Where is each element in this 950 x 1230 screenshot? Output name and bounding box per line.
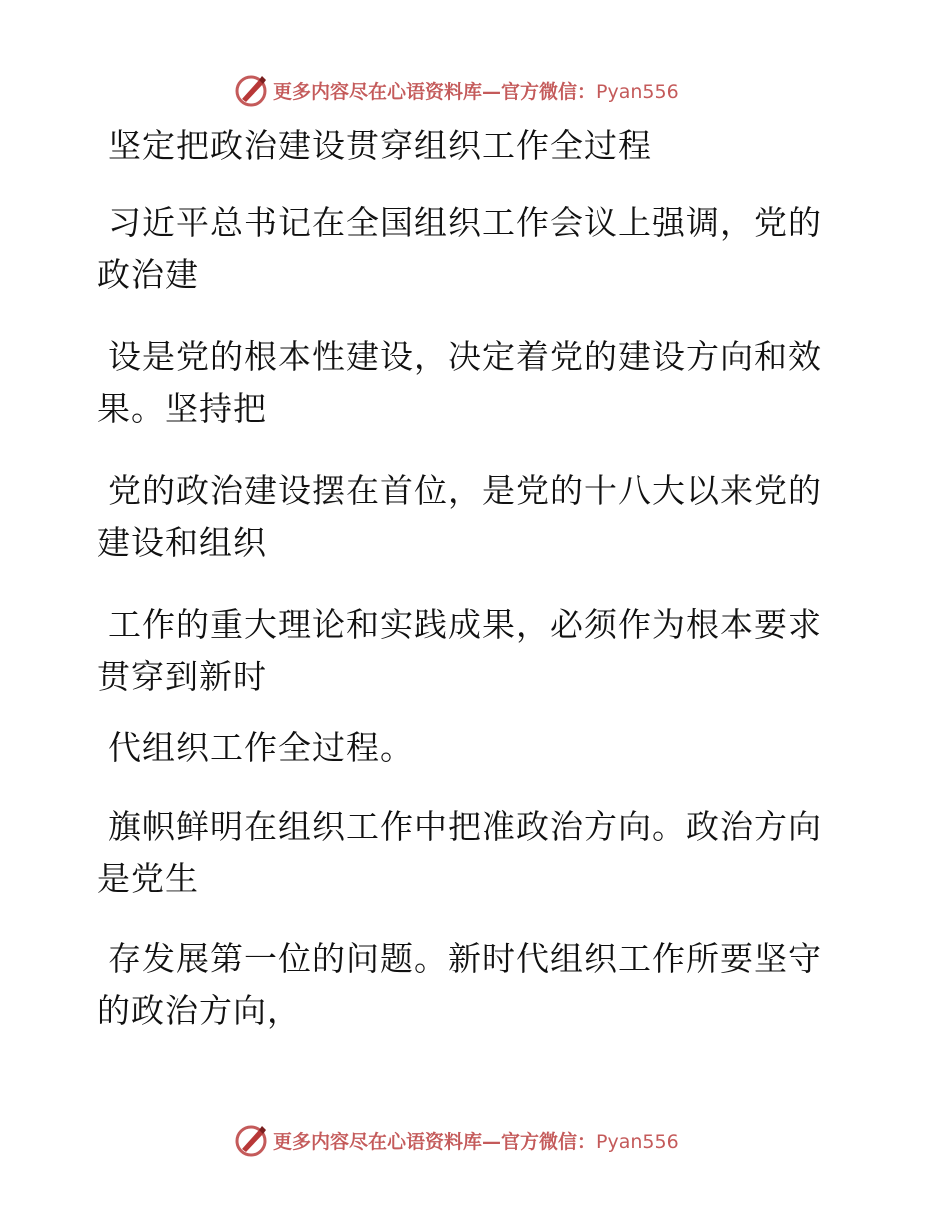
document-title: 坚定把政治建设贯穿组织工作全过程	[108, 126, 652, 165]
paragraph-line: 设是党的根本性建设，决定着党的建设方向和效 果。坚持把	[97, 337, 822, 428]
header-watermark	[0, 70, 950, 110]
watermark-text: 更多内容尽在心语资料库—官方微信：Pyan556	[273, 1131, 679, 1153]
pen-circle-logo-icon	[233, 72, 269, 108]
paragraph-line: 代组织工作全过程。	[108, 728, 414, 767]
paragraph-line: 旗帜鲜明在组织工作中把准政治方向。政治方向 是党生	[97, 807, 822, 898]
paragraph-line: 党的政治建设摆在首位，是党的十八大以来党的 建设和组织	[97, 471, 822, 562]
pen-circle-logo-icon	[233, 1122, 269, 1158]
paragraph-line: 习近平总书记在全国组织工作会议上强调，党的 政治建	[97, 203, 822, 294]
paragraph-line: 工作的重大理论和实践成果，必须作为根本要求 贯穿到新时	[97, 605, 822, 696]
watermark-text: 更多内容尽在心语资料库—官方微信：Pyan556	[273, 81, 679, 103]
paragraph-line: 存发展第一位的问题。新时代组织工作所要坚守 的政治方向，	[97, 939, 822, 1030]
footer-watermark	[0, 1120, 950, 1160]
